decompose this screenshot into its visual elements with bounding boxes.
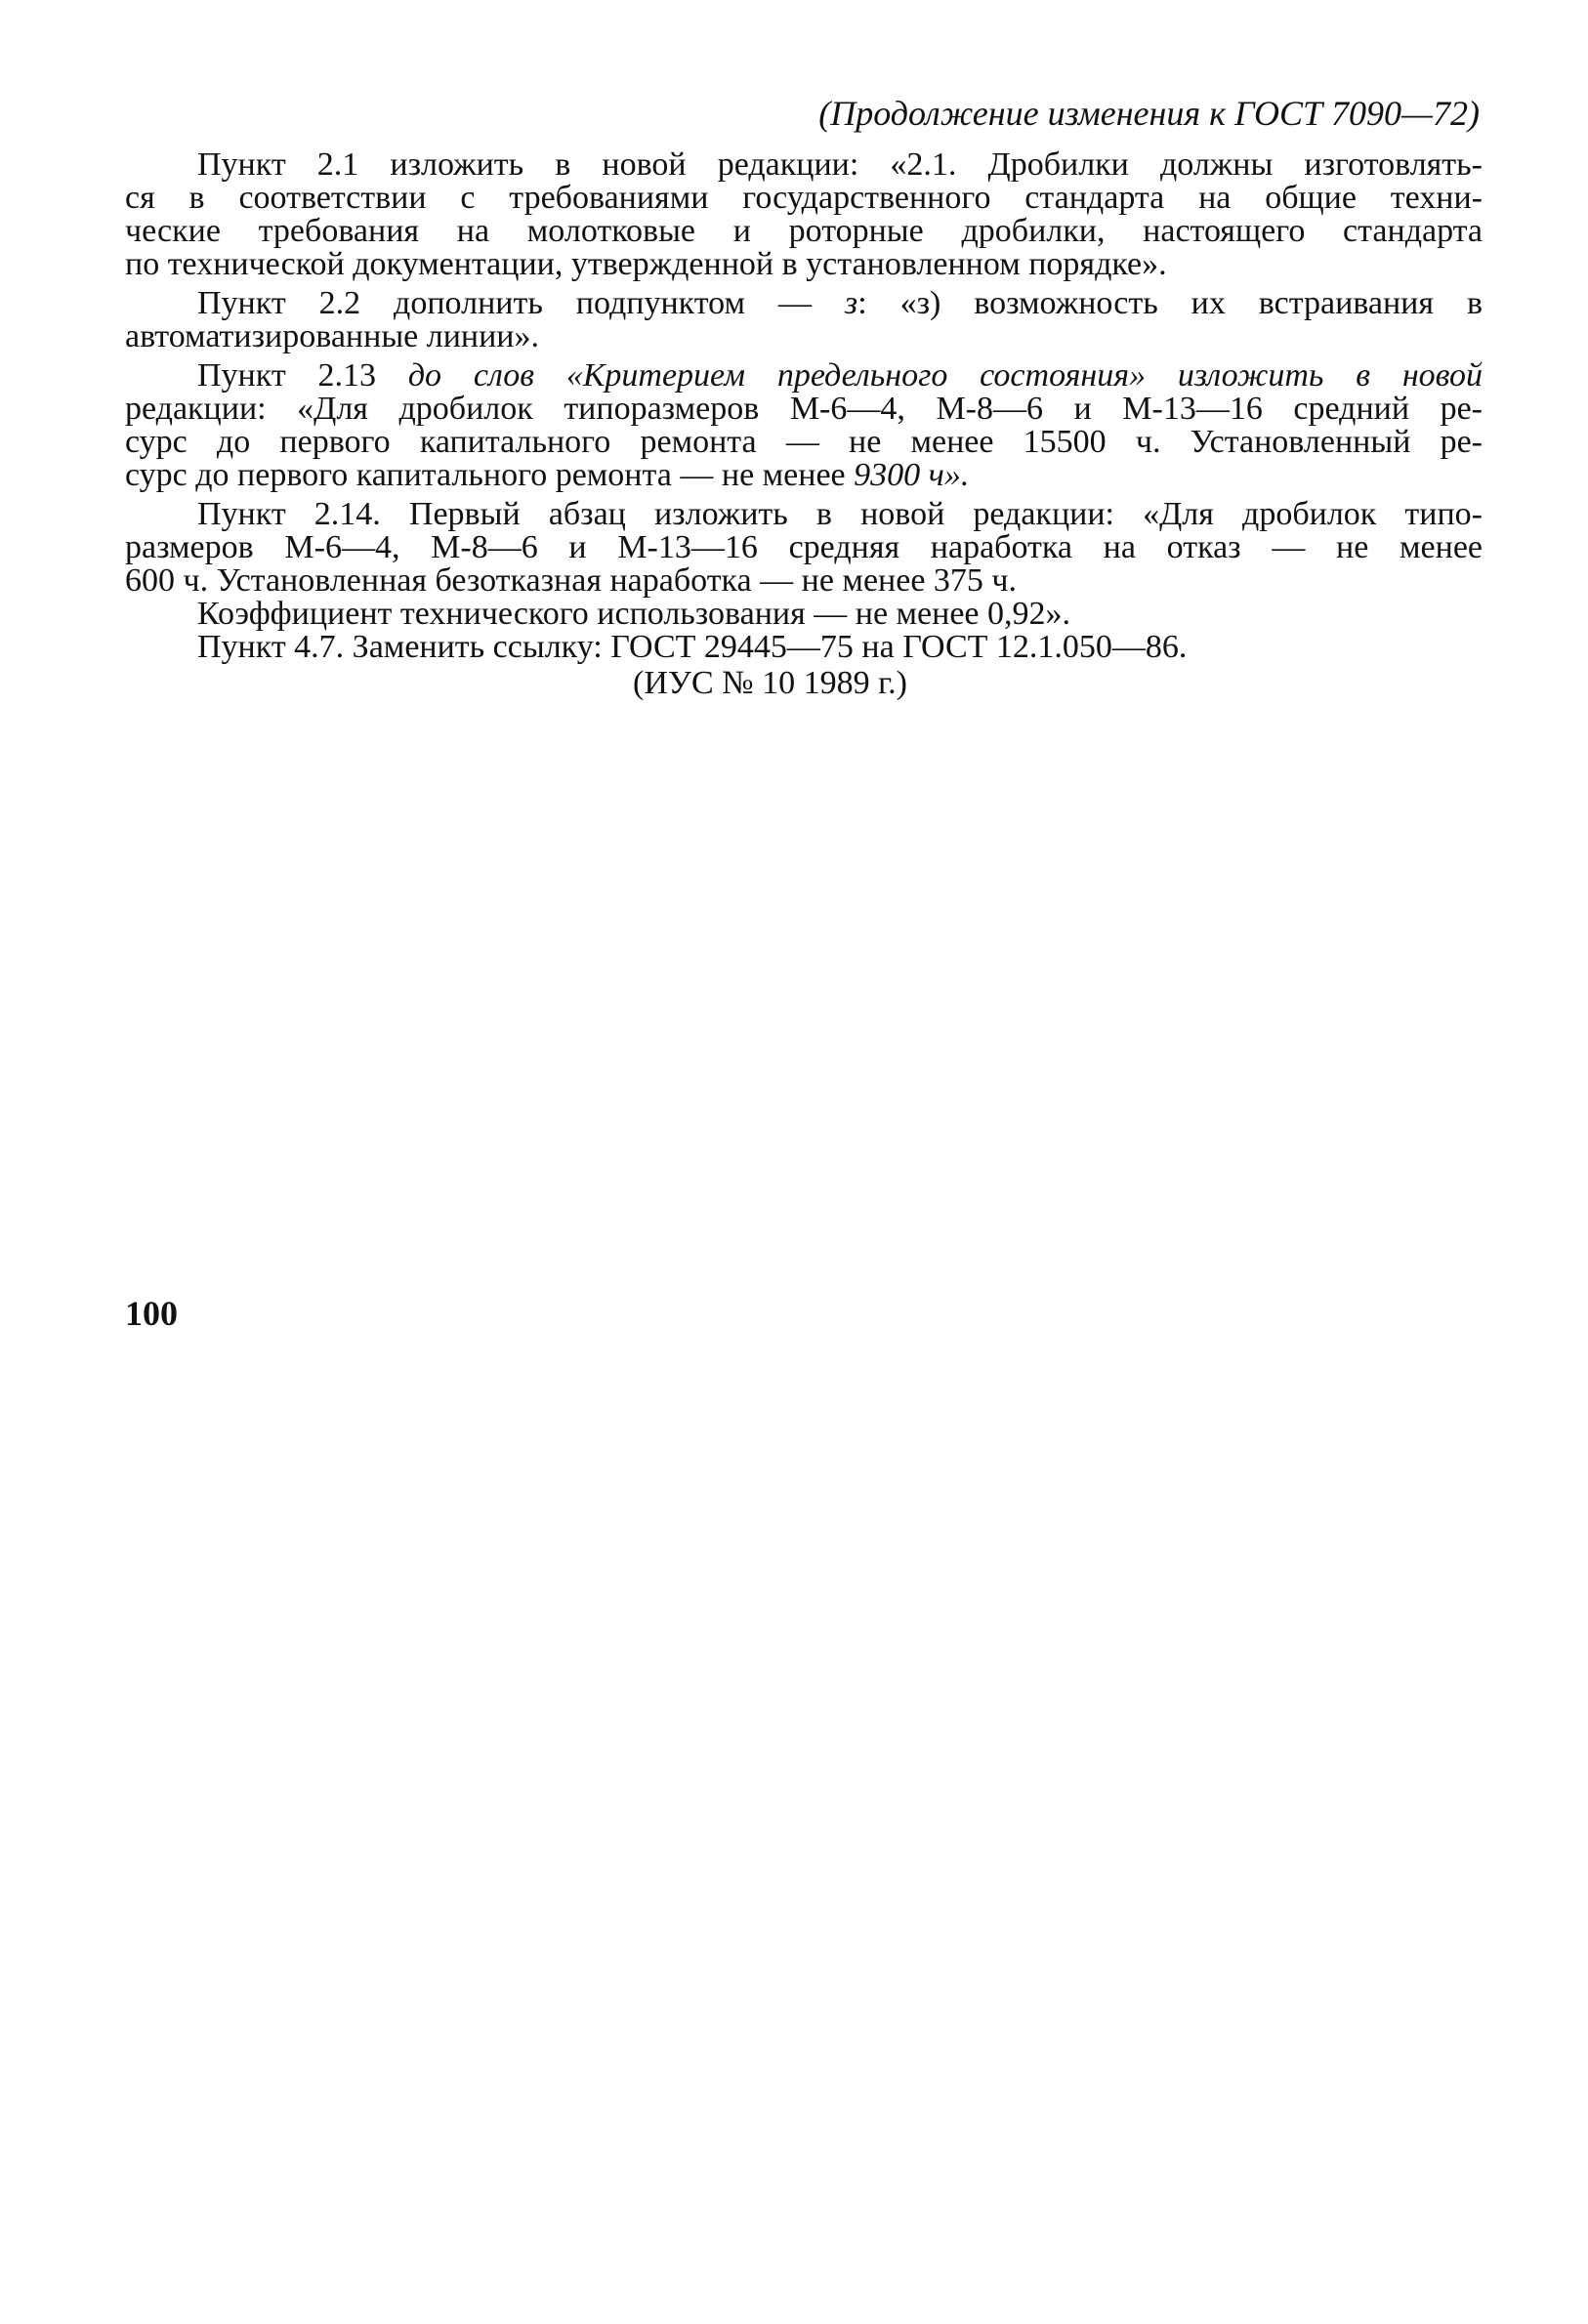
- amendment-text: [125, 148, 1483, 703]
- text-line: Пункт 2.14. Первый абзац изложить в новой редакции: «Для дробилок типо-: [197, 496, 1483, 532]
- text-line: ческие требования на молотковые и роторные дробилки, настоящего стандарта: [125, 213, 1483, 249]
- text-line: ся в соответствии с требованиями государственного стандарта на общие техни-: [125, 180, 1483, 216]
- text-line: Коэффициент технического использования — не менее 0,92».: [197, 596, 1071, 632]
- text-run: сурс до первого капитального ремонта — не менее: [125, 457, 855, 493]
- text-line: по технической документации, утвержденной в установленном порядке».: [125, 246, 1167, 282]
- text-run-italic: до слов «Критерием предельного состояния» изложить в новой: [407, 357, 1483, 394]
- paragraph-item-2-13: [125, 359, 1483, 492]
- paragraph-item-2-2: [125, 287, 1483, 353]
- text-line: [125, 459, 1483, 492]
- paragraph-item-4-7: [125, 631, 1483, 664]
- text-run: : «з) возможность их встраивания в: [857, 285, 1484, 321]
- text-line: автоматизированные линии».: [125, 318, 540, 354]
- text-line: Пункт 4.7. Заменить ссылку: ГОСТ 29445—75 на ГОСТ 12.1.050—86.: [197, 629, 1188, 665]
- text-line: размеров М-6—4, М-8—6 и М-13—16 средняя наработка на отказ — не менее: [125, 529, 1483, 565]
- text-line: [125, 359, 1483, 393]
- text-line: [125, 287, 1483, 320]
- text-line: редакции: «Для дробилок типоразмеров М-6—4, М-8—6 и М-13—16 средний ре-: [125, 391, 1483, 427]
- paragraph-item-2-14: [125, 498, 1483, 631]
- text-run: Пункт 2.13: [197, 357, 408, 394]
- text-run: Пункт 2.2 дополнить подпунктом —: [197, 285, 845, 321]
- running-head: (Продолжение изменения к ГОСТ 7090—72): [818, 94, 1480, 133]
- text-run-italic: з: [844, 285, 858, 321]
- text-line: сурс до первого капитального ремонта — не менее 15500 ч. Установленный ре-: [125, 424, 1483, 460]
- page-number: 100: [125, 1294, 178, 1333]
- text-line: Пункт 2.1 изложить в новой редакции: «2.1. Дробилки должны изготовлять-: [197, 146, 1483, 183]
- paragraph-item-2-1: [125, 148, 1483, 281]
- text-run-italic: 9300 ч».: [854, 457, 970, 493]
- text-line: 600 ч. Установленная безотказная наработка — не менее 375 ч.: [125, 562, 1018, 599]
- source-reference: (ИУС № 10 1989 г.): [633, 665, 907, 701]
